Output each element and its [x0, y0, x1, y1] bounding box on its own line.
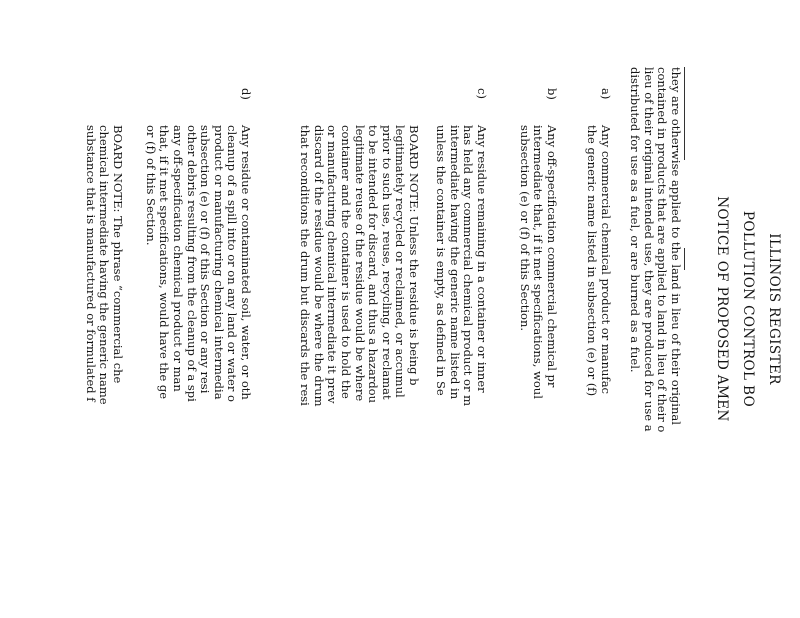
- board-note-c: [298, 125, 420, 407]
- text-line: product or manufacturing chemical intermedia: [211, 125, 226, 400]
- text-line: Any off-specification commercial chemical pr: [545, 125, 559, 388]
- text-line: intermediate that, if it met specifications, woul: [531, 125, 546, 399]
- text-line: that, if it met specifications, would have the ge: [157, 125, 172, 400]
- text-line: legitimate reuse of the residue would be where: [352, 125, 367, 402]
- text-line: contained in products that are applied to land in lieu of their o: [655, 67, 670, 433]
- text-line: distributed for use as a fuel, or are burned as a fuel.: [628, 67, 643, 373]
- text-line: subsection (e) or (f) of this Section or any resi: [198, 125, 213, 394]
- text-line: chemical intermediate having the generic name: [97, 125, 112, 405]
- text-line: Any residue remaining in a container or inner: [475, 125, 489, 393]
- text-line: has held any commercial chemical product or m: [461, 125, 476, 407]
- text-line: that reconditions the drum but discards the resi: [298, 125, 313, 406]
- text-line: BOARD NOTE: Unless the residue is being b: [407, 125, 421, 386]
- board-title: POLLUTION CONTROL BO: [740, 210, 756, 408]
- text-line: to be intended for discard, and thus a hazardou: [366, 125, 381, 404]
- text-line: other debris resulting from the cleanup of a spi: [184, 125, 199, 402]
- text-line: subsection (e) or (f) of this Section.: [517, 125, 532, 332]
- item-marker: d): [239, 88, 253, 100]
- board-note-d: [83, 125, 124, 405]
- text-line: BOARD NOTE: The phrase “commercial che: [111, 125, 125, 384]
- text-line: intermediate having the generic name listed in: [447, 125, 462, 400]
- item-marker: c): [475, 88, 489, 99]
- text-line: or (f) of this Section.: [143, 125, 158, 246]
- text-line: Any commercial chemical product or manufac: [599, 125, 613, 394]
- text-line: prior to such use, reuse, recycling, or reclamat: [379, 125, 394, 400]
- text-line: any off-specification chemical product or man: [171, 125, 186, 392]
- item-marker: b): [545, 88, 559, 100]
- divider-rule: [684, 67, 685, 160]
- text-line: container and the container is used to hold the: [339, 125, 354, 399]
- text-line: unless the container is empty, as defined in Se: [434, 125, 449, 396]
- header-register: [766, 0, 782, 618]
- intro-paragraph: [628, 67, 682, 432]
- text-line: substance that is manufactured or formulated f: [83, 125, 98, 402]
- item-d-text: [143, 125, 252, 402]
- item-c-text: [434, 125, 488, 406]
- text-line: lieu of their original intended use, they are produced for use a: [641, 67, 656, 432]
- text-line: they are otherwise applied to the land in lieu of their original: [669, 67, 683, 425]
- text-line: cleanup of a spill into or on any land or water o: [225, 125, 240, 402]
- header-notice: [714, 0, 730, 618]
- text-line: discard of the residue would be where the drum: [311, 125, 326, 407]
- text-line: the generic name listed in subsection (e) or (f): [585, 125, 600, 397]
- item-marker: a): [599, 88, 613, 100]
- divider-rule: [684, 248, 685, 270]
- item-b-text: [517, 125, 558, 399]
- text-line: Any residue or contaminated soil, water, or oth: [239, 125, 253, 400]
- text-line: or manufacturing chemical intermediate it prev: [325, 125, 340, 404]
- register-title: ILLINOIS REGISTER: [766, 233, 782, 385]
- notice-title: NOTICE OF PROPOSED AMEN: [714, 196, 730, 422]
- text-line: legitimately recycled or reclaimed, or accumul: [393, 125, 408, 398]
- header-board: [740, 0, 756, 618]
- item-a-text: [585, 125, 612, 396]
